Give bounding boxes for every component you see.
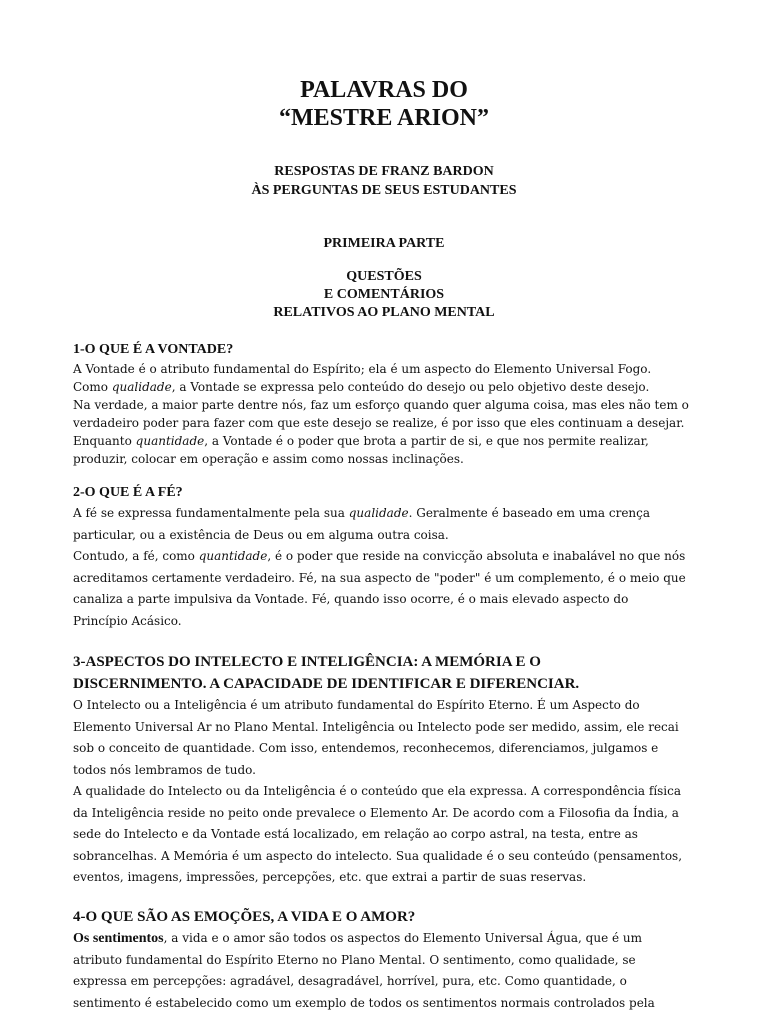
- italic-term: qualidade: [348, 506, 409, 520]
- section-vontade: [73, 340, 703, 468]
- paragraph-line: sede do Intelecto e da Vontade está localizado, em relação ao corpo astral, na testa, entre as: [73, 827, 638, 841]
- paragraph-line: A qualidade do Intelecto ou da Inteligência é o conteúdo que ela expressa. A correspondência física: [73, 784, 682, 798]
- paragraph-line: produzir, colocar em operação e assim como nossas inclinações.: [73, 452, 464, 466]
- paragraph-line: sobrancelhas. A Memória é um aspecto do intelecto. Sua qualidade é o seu conteúdo (pensamentos,: [73, 848, 683, 863]
- section-intelecto: [73, 651, 703, 889]
- paragraph-line: A Vontade é o atributo fundamental do Espírito; ela é um aspecto do Elemento Universal Fogo.: [73, 362, 652, 376]
- section-heading: DISCERNIMENTO. A CAPACIDADE DE IDENTIFICAR E DIFERENCIAR.: [73, 676, 580, 692]
- paragraph-line: expressa em percepções: agradável, desagradável, horrível, pura, etc. Como quantidade, o: [73, 974, 627, 988]
- paragraph-line: eventos, imagens, impressões, percepções, etc. que extrai a partir de suas reservas.: [73, 870, 587, 884]
- paragraph-line: particular, ou a existência de Deus ou em alguma outra coisa.: [73, 527, 449, 542]
- section-emocoes: [73, 906, 703, 1014]
- subtitle-line: RESPOSTAS DE FRANZ BARDON: [274, 164, 494, 179]
- paragraph-line: Como qualidade, a Vontade se expressa pelo conteúdo do desejo ou pelo objetivo deste desejo.: [73, 380, 650, 394]
- document-subtitle: [0, 162, 768, 200]
- section-heading: 1-O QUE É A VONTADE?: [73, 342, 234, 357]
- bold-term: Os sentimentos: [73, 931, 164, 946]
- section-heading: 2-O QUE É A FÉ?: [73, 485, 183, 500]
- title-line: “MESTRE ARION”: [278, 105, 490, 131]
- title-line: PALAVRAS DO: [300, 77, 468, 103]
- paragraph-line: verdadeiro poder para fazer com que este desejo se realize, é por isso que eles continuam a desejar.: [73, 416, 685, 430]
- paragraph-line: todos nós lembramos de tudo.: [73, 762, 256, 777]
- italic-term: qualidade: [111, 380, 172, 394]
- paragraph-line: A fé se expressa fundamentalmente pela sua qualidade. Geralmente é baseado em uma crença: [73, 506, 651, 520]
- section-heading: 4-O QUE SÃO AS EMOÇÕES, A VIDA E O AMOR?: [73, 909, 416, 925]
- paragraph-line: Os sentimentos, a vida e o amor são todos os aspectos do Elemento Universal Água, que é um: [73, 931, 643, 946]
- paragraph-line: da Inteligência reside no peito onde prevalece o Elemento Ar. De acordo com a Filosofia da Índia, a: [73, 805, 679, 820]
- paragraph-line: sentimento é estabelecido como um exemplo de todos os sentimentos normais controlados pela: [73, 995, 655, 1010]
- paragraph-line: Contudo, a fé, como quantidade, é o poder que reside na convicção absoluta e inabalável no que nós: [73, 549, 686, 563]
- paragraph-line: acreditamos certamente verdadeiro. Fé, na sua aspecto de "poder" é um complemento, é o meio que: [73, 570, 686, 585]
- questions-header-line: QUESTÕES: [346, 269, 422, 284]
- paragraph-line: O Intelecto ou a Inteligência é um atributo fundamental do Espírito Eterno. É um Aspecto do: [73, 698, 640, 712]
- part-heading: PRIMEIRA PARTE: [323, 236, 445, 251]
- paragraph-line: Princípio Acásico.: [73, 613, 182, 628]
- paragraph-line: atributo fundamental do Espírito Eterno no Plano Mental. O sentimento, como qualidade, se: [73, 952, 636, 967]
- questions-header-line: E COMENTÁRIOS: [323, 287, 445, 302]
- paragraph-line: Na verdade, a maior parte dentre nós, faz um esforço quando quer alguma coisa, mas eles não tem o: [73, 398, 689, 412]
- section-fe: [73, 483, 703, 632]
- questions-header: [0, 268, 768, 322]
- italic-term: quantidade: [135, 434, 205, 448]
- paragraph-line: canaliza a parte impulsiva da Vontade. Fé, quando isso ocorre, é o mais elevado aspecto do: [73, 592, 629, 606]
- italic-term: quantidade: [198, 549, 268, 563]
- paragraph-line: sob o conceito de quantidade. Com isso, entendemos, reconhecemos, diferenciamos, julgamos e: [73, 741, 659, 755]
- questions-header-line: RELATIVOS AO PLANO MENTAL: [273, 305, 495, 320]
- section-heading: 3-ASPECTOS DO INTELECTO E INTELIGÊNCIA: A MEMÓRIA E O: [73, 654, 541, 670]
- document-title: [0, 76, 768, 132]
- subtitle-line: ÀS PERGUNTAS DE SEUS ESTUDANTES: [251, 183, 517, 198]
- paragraph-line: Enquanto quantidade, a Vontade é o poder que brota a partir de si, e que nos permite realizar,: [73, 434, 649, 448]
- paragraph-line: Elemento Universal Ar no Plano Mental. Inteligência ou Intelecto pode ser medido, assim, ele recai: [73, 719, 679, 734]
